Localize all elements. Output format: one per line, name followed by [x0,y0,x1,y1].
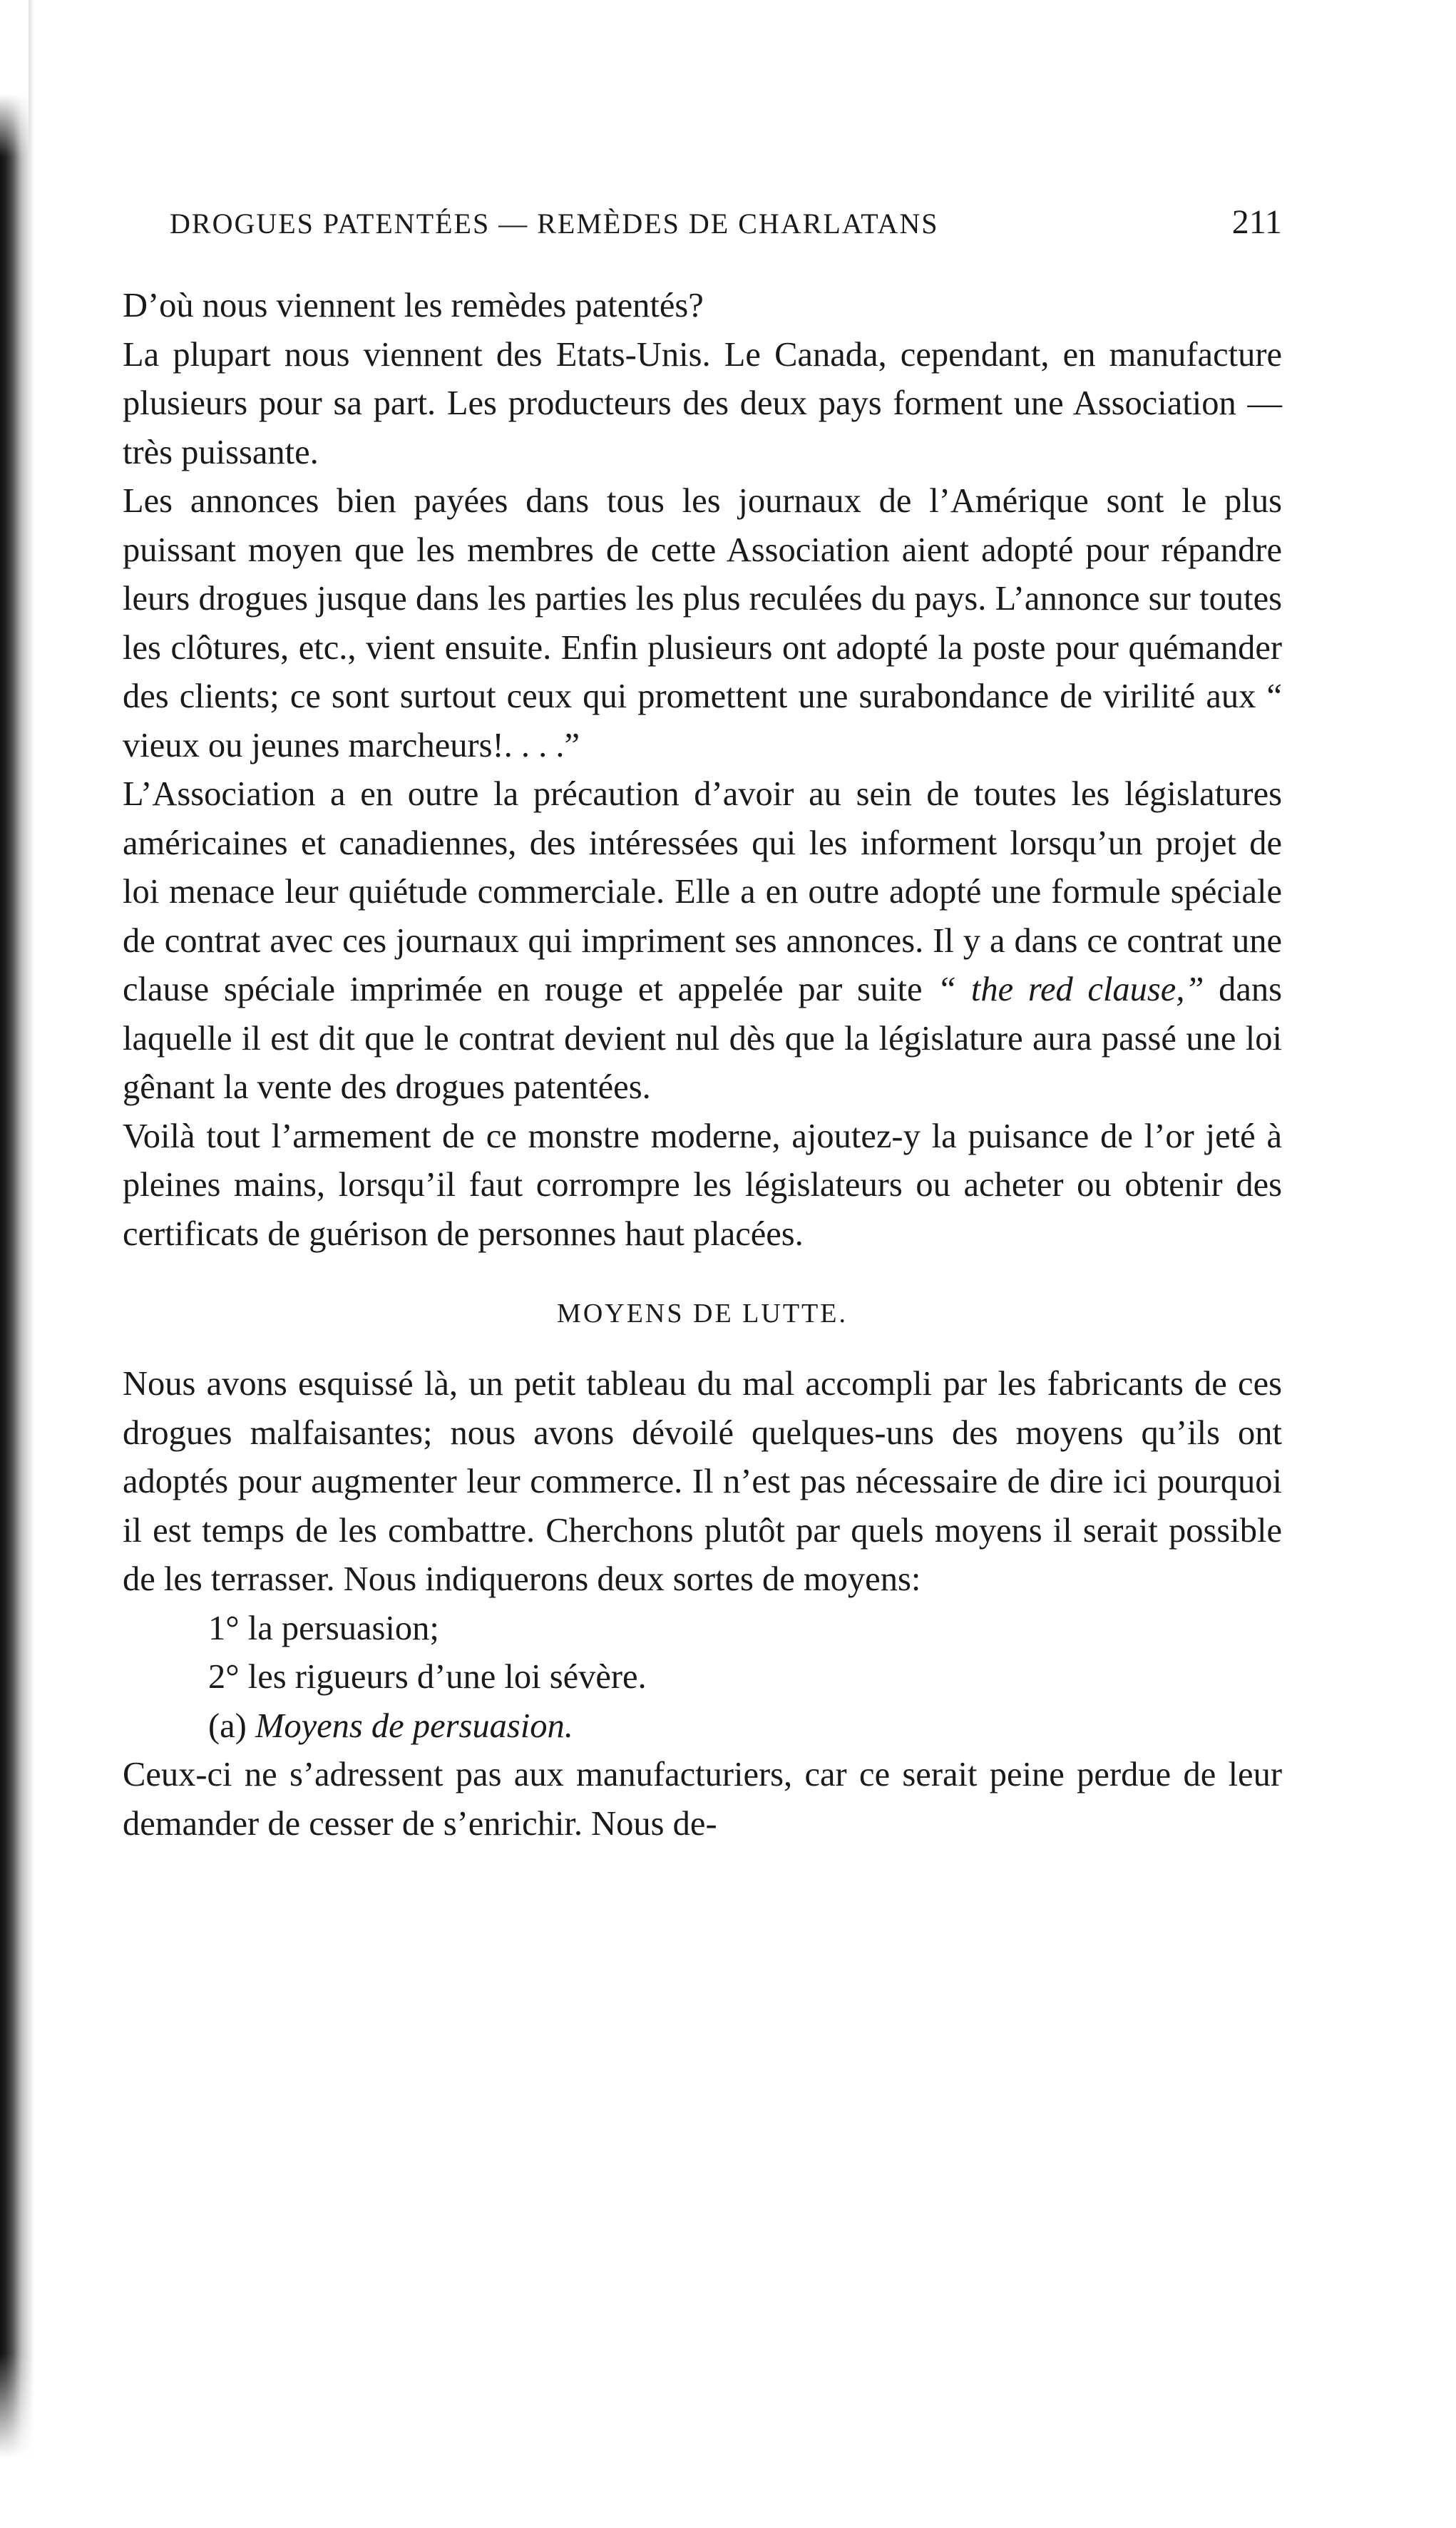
header-title: DROGUES PATENTÉES — REMÈDES DE CHARLATANS [170,208,939,240]
closing-paragraph: Ceux-ci ne s’adressent pas aux manufacturiers, car ce serait peine perdue de leur demander de cesser de s’enrichir. Nous de- [123,1756,1282,1843]
paragraph-5: Voilà tout l’armement de ce monstre moderne, ajoutez-y la puisance de l’or jeté à pleines mains, lorsqu’il faut corrompre les législateurs ou acheter ou obtenir des certificats de guérison de personnes haut placées. [123,1117,1282,1253]
paragraph-1: D’où nous viennent les remèdes patentés? [123,287,704,324]
sub-heading-text: Moyens de persuasion. [255,1706,573,1745]
section-title: MOYENS DE LUTTE. [557,1299,848,1329]
paragraph-4-text: L’Association a en outre la précaution d’avoir au sein de toutes les législatures américaines et canadiennes, des intéressées qui les informent lorsqu’un projet de loi menace leur quiétude commerciale. Elle a en outre adopté une formule spéciale de contrat avec ces journaux qui impriment ses annonces. Il y a dans ce contrat une clause spéciale imprimée en rouge et appelée par suite [123,775,1282,1008]
paragraph-2: La plupart nous viennent des Etats-Unis. Le Canada, cependant, en manufacture plusieurs pour sa part. Les producteurs des deux pays forment une Association — très puissante. [123,335,1282,471]
section-intro: Nous avons esquissé là, un petit tableau du mal accompli par les fabricants de ces drogues malfaisantes; nous avons dévoilé quelques-uns des moyens qu’ils ont adoptés pour augmenter leur commerce. Il n’est pas nécessaire de dire ici pourquoi il est temps de les combattre. Cherchons plutôt par quels moyens il serait possible de les terrasser. Nous indiquerons deux sortes de moyens: [123,1365,1282,1598]
paragraph-4 [123,770,1282,1112]
sub-heading [123,1702,1282,1751]
binding-edge [0,0,34,2528]
red-clause-quote: “ the red clause,” [937,971,1204,1008]
paragraph-3: Les annonces bien payées dans tous les journaux de l’Amérique sont le plus puissant moyen que les membres de cette Association aient adopté pour répandre leurs drogues jusque dans les parties les plus reculées du pays. L’annonce sur toutes les clôtures, etc., vient ensuite. Enfin plusieurs ont adopté la poste pour quémander des clients; ce sont surtout ceux qui promettent une surabondance de virilité aux “ vieux ou jeunes marcheurs!. . . .” [123,482,1282,764]
paragraph-4-end: dans laquelle il est dit que le contrat devient nul dès que la législature aura passé une loi gênant la vente des drogues patentées. [123,971,1283,1106]
sub-heading-label: (a) [208,1706,247,1745]
list-item: 1° la persuasion; [208,1609,439,1647]
list-item: 2° les rigueurs d’une loi sévère. [208,1658,647,1696]
page-number: 211 [1231,203,1282,241]
body-text [123,282,1282,1848]
